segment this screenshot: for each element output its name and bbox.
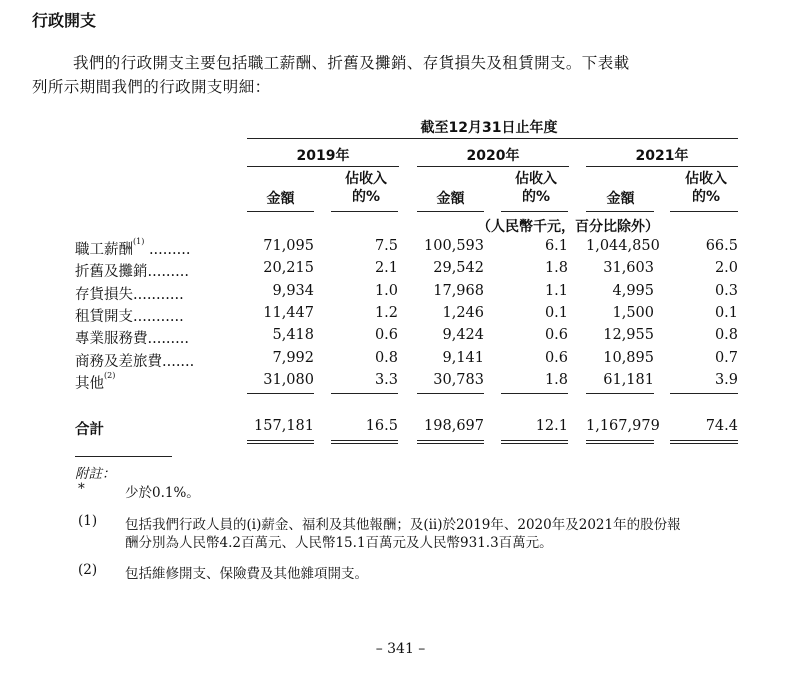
- table-cell: 31,603: [603, 260, 654, 277]
- total-cell: 16.5: [365, 418, 398, 434]
- year-header-2019: 2019年: [296, 148, 350, 164]
- total-double-rule: [247, 440, 314, 441]
- row-label: [75, 305, 184, 326]
- total-double-rule: [417, 443, 484, 444]
- col-header-rule: [670, 211, 738, 212]
- note-2-text: 包括維修開支、保險費及其他雜項開支。: [125, 566, 368, 582]
- row-leader-dots: .......: [162, 353, 195, 370]
- table-cell: 1.8: [544, 260, 568, 277]
- note-1-line-1: 包括我們行政人員的(i)薪金、福利及其他報酬；及(ii)於2019年、2020年及2021年的股份報: [125, 517, 681, 533]
- note-2-marker: (2): [78, 562, 98, 578]
- section-heading: 行政開支: [32, 11, 97, 30]
- subtotal-rule: [417, 393, 484, 394]
- table-cell: 11,447: [263, 304, 314, 321]
- total-double-rule: [670, 440, 738, 441]
- total-cell: 198,697: [424, 418, 484, 434]
- year-rule-2019: [247, 166, 399, 167]
- row-leader-dots: .........: [147, 264, 189, 281]
- col-header-pct-0: [334, 170, 398, 206]
- notes-title: 附註：: [75, 466, 116, 482]
- table-cell: 100,593: [424, 238, 484, 254]
- row-label: [75, 350, 194, 371]
- intro-paragraph-line-2: 列所示期間我們的行政開支明細：: [32, 78, 271, 96]
- col-header-pct-line1: 佔收入: [685, 171, 727, 187]
- table-cell: 10,895: [603, 349, 654, 366]
- table-cell: 7.5: [374, 238, 398, 254]
- table-cell: 20,215: [263, 260, 314, 277]
- col-header-pct-line1: 佔收入: [515, 171, 557, 187]
- col-header-rule: [247, 211, 314, 212]
- col-header-amount-1: 金額: [436, 191, 465, 207]
- note-star-text: 少於0.1%。: [125, 485, 200, 501]
- col-header-pct-1: [504, 170, 568, 206]
- table-cell: 29,542: [433, 260, 484, 277]
- table-cell: 3.3: [374, 371, 398, 388]
- row-label-text: 專業服務費: [75, 331, 148, 348]
- table-cell: 0.6: [374, 327, 398, 344]
- table-cell: 0.3: [714, 282, 738, 299]
- table-cell: 1,246: [442, 304, 484, 321]
- row-label: [75, 238, 190, 259]
- total-double-rule: [331, 440, 398, 441]
- row-label-text: 租賃開支: [75, 308, 133, 325]
- table-cell: 9,934: [272, 282, 314, 299]
- note-1-line-2: 酬分別為人民幣4.2百萬元、人民幣15.1百萬元及人民幣931.3百萬元。: [125, 535, 553, 551]
- table-cell: 2.1: [374, 260, 398, 277]
- subtotal-rule: [247, 393, 314, 394]
- table-cell: 1.2: [374, 304, 398, 321]
- table-cell: 7,992: [272, 349, 314, 366]
- table-cell: 17,968: [433, 282, 484, 299]
- total-cell: 157,181: [254, 418, 314, 434]
- period-header-rule: [247, 138, 738, 139]
- row-label: [75, 260, 189, 281]
- table-cell: 0.8: [374, 349, 398, 366]
- col-header-pct-line1: 佔收入: [345, 171, 387, 187]
- col-header-rule: [331, 211, 398, 212]
- year-rule-2020: [417, 166, 569, 167]
- total-double-rule: [586, 443, 654, 444]
- total-cell: 12.1: [535, 418, 568, 434]
- intro-paragraph-line-1: 我們的行政開支主要包括職工薪酬、折舊及攤銷、存貨損失及租賃開支。下表載: [73, 54, 630, 72]
- subtotal-rule: [670, 393, 738, 394]
- col-header-pct-line2: 的%: [351, 189, 381, 205]
- row-label-text: 職工薪酬: [75, 242, 133, 258]
- table-cell: 12,955: [603, 327, 654, 344]
- table-cell: 4,995: [612, 282, 654, 299]
- row-leader-dots: .........: [144, 242, 191, 258]
- row-label-text: 商務及差旅費: [75, 353, 162, 370]
- table-cell: 5,418: [272, 327, 314, 344]
- table-cell: 1.1: [544, 282, 568, 299]
- total-double-rule: [501, 443, 568, 444]
- table-cell: 3.9: [714, 371, 738, 388]
- total-cell: 74.4: [705, 418, 738, 434]
- table-cell: 0.6: [544, 349, 568, 366]
- table-cell: 61,181: [603, 371, 654, 388]
- row-leader-dots: ...........: [133, 308, 184, 325]
- table-cell: 31,080: [263, 371, 314, 388]
- col-header-amount-2: 金額: [606, 191, 635, 207]
- total-double-rule: [331, 443, 398, 444]
- row-label: [75, 327, 189, 348]
- table-cell: 2.0: [714, 260, 738, 277]
- table-cell: 9,424: [442, 327, 484, 344]
- col-header-amount-0: 金額: [266, 191, 295, 207]
- table-cell: 1,044,850: [586, 238, 660, 254]
- subtotal-rule: [586, 393, 654, 394]
- total-label: 合計: [75, 422, 104, 438]
- page-number: – 341 –: [375, 641, 426, 657]
- total-double-rule: [247, 443, 314, 444]
- row-label-text: 折舊及攤銷: [75, 264, 148, 281]
- row-label: [75, 283, 184, 304]
- unit-note: （人民幣千元，百分比除外）: [477, 219, 659, 235]
- table-cell: 0.1: [714, 304, 738, 321]
- table-cell: 0.6: [544, 327, 568, 344]
- row-label: [75, 372, 115, 393]
- note-1-marker: (1): [78, 513, 98, 529]
- total-double-rule: [501, 440, 568, 441]
- row-leader-dots: .........: [147, 331, 189, 348]
- col-header-pct-line2: 的%: [691, 189, 721, 205]
- col-header-pct-line2: 的%: [521, 189, 551, 205]
- table-cell: 6.1: [544, 238, 568, 254]
- note-star-marker: *: [78, 481, 85, 497]
- table-cell: 1.8: [544, 371, 568, 388]
- notes-divider: [75, 456, 172, 457]
- total-double-rule: [417, 440, 484, 441]
- row-label-footnote-ref: (2): [104, 370, 116, 380]
- table-cell: 66.5: [705, 238, 738, 254]
- row-label-footnote-ref: (1): [133, 237, 145, 246]
- col-header-rule: [586, 211, 654, 212]
- year-header-2021: 2021年: [635, 148, 689, 164]
- subtotal-rule: [501, 393, 568, 394]
- table-cell: 9,141: [442, 349, 484, 366]
- table-cell: 71,095: [263, 238, 314, 254]
- table-cell: 1,500: [612, 304, 654, 321]
- col-header-rule: [417, 211, 484, 212]
- col-header-pct-2: [674, 170, 738, 206]
- table-cell: 0.1: [544, 304, 568, 321]
- total-double-rule: [670, 443, 738, 444]
- subtotal-rule: [331, 393, 398, 394]
- period-header: 截至12月31日止年度: [420, 120, 558, 136]
- row-leader-dots: ...........: [133, 286, 184, 303]
- year-header-2020: 2020年: [466, 148, 520, 164]
- row-label-text: 其他: [75, 375, 104, 392]
- total-cell: 1,167,979: [586, 418, 660, 434]
- table-cell: 0.8: [714, 327, 738, 344]
- row-label-text: 存貨損失: [75, 286, 133, 303]
- table-cell: 0.7: [714, 349, 738, 366]
- table-cell: 30,783: [433, 371, 484, 388]
- col-header-rule: [501, 211, 568, 212]
- total-double-rule: [586, 440, 654, 441]
- table-cell: 1.0: [374, 282, 398, 299]
- year-rule-2021: [586, 166, 738, 167]
